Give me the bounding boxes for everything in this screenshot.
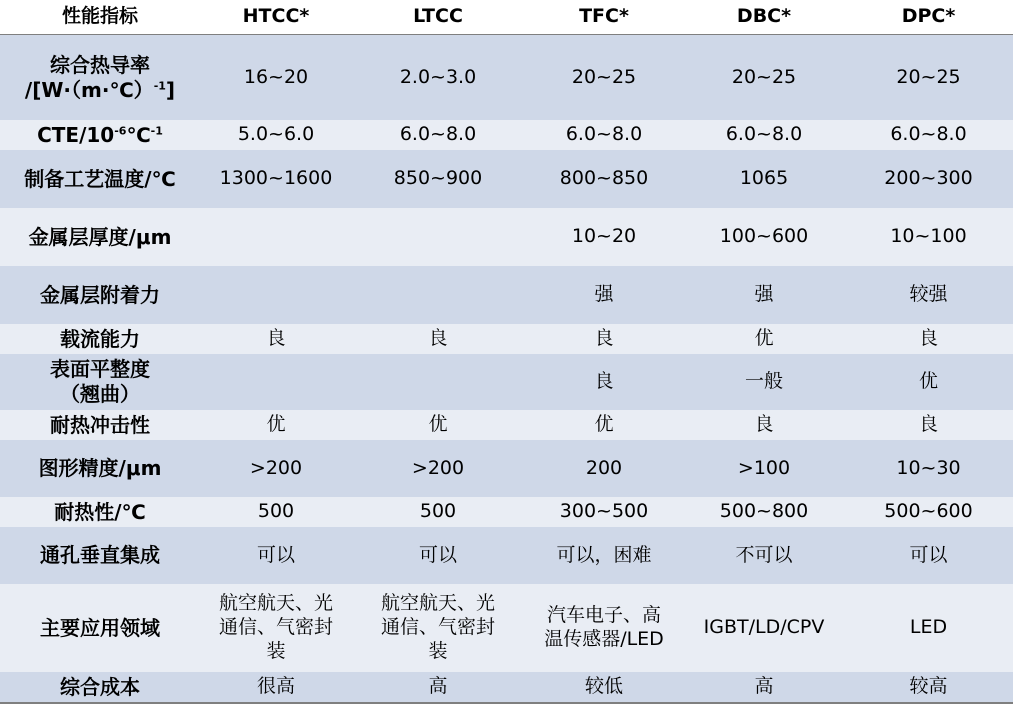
table-cell: 2.0~3.0 — [399, 65, 477, 88]
table-row — [0, 672, 1013, 702]
table-cell: 6.0~8.0 — [725, 123, 803, 146]
table-row — [0, 150, 1013, 208]
header-cell: HTCC* — [242, 5, 310, 28]
table-cell: >200 — [411, 456, 465, 479]
table-cell: 6.0~8.0 — [565, 123, 643, 146]
table-cell: 较强 — [909, 283, 948, 306]
table-cell: 优 — [918, 370, 938, 393]
table-cell: 200 — [585, 456, 623, 479]
header-cell: TFC* — [579, 5, 629, 28]
header-cell: DPC* — [901, 5, 956, 28]
table-cell: 500 — [419, 500, 457, 523]
table-cell: 很高 — [256, 675, 295, 698]
table-cell: 6.0~8.0 — [399, 123, 477, 146]
header-cell: LTCC — [413, 5, 463, 28]
table-cell: 良 — [428, 327, 448, 350]
table-row — [0, 354, 1013, 410]
row-label-line1: 综合热导率 — [49, 52, 150, 77]
row-label: 金属层附着力 — [40, 282, 160, 307]
table-cell: 汽车电子、高 温传感器/LED — [544, 604, 664, 650]
table-row — [0, 266, 1013, 324]
table-cell: 良 — [594, 370, 614, 393]
header-cell: DBC* — [736, 5, 792, 28]
table-cell: 较高 — [909, 675, 948, 698]
table-cell: 500~600 — [884, 500, 973, 523]
table-row — [0, 324, 1013, 354]
row-label: 制备工艺温度/℃ — [24, 166, 176, 191]
table-cell — [352, 354, 524, 410]
row-label: 载流能力 — [60, 326, 140, 351]
table-cell: 强 — [594, 283, 614, 306]
row-label-line2: /[W·（m·℃）$^{-1}$] — [24, 77, 176, 102]
table-cell: 500 — [257, 500, 295, 523]
table-cell: 6.0~8.0 — [890, 123, 967, 146]
row-label: 耐热冲击性 — [50, 412, 150, 437]
table-cell: 优 — [594, 413, 614, 436]
table-row — [0, 584, 1013, 672]
table-cell: 16~20 — [243, 65, 309, 88]
table-cell: 优 — [428, 413, 448, 436]
table-cell: 一般 — [744, 370, 783, 393]
table-cell: 可以，困难 — [556, 543, 652, 566]
table-cell: 10~100 — [890, 225, 967, 248]
table-cell: 20~25 — [896, 65, 961, 88]
table-cell: 较低 — [584, 675, 623, 698]
row-label: CTE/$10^{-6}℃^{-1}$ — [37, 122, 163, 147]
table-cell: 1065 — [739, 167, 789, 190]
header-cell: 性能指标 — [61, 5, 138, 28]
row-label: 主要应用领域 — [40, 615, 160, 640]
table-cell: 850~900 — [393, 167, 483, 190]
table-cell: 航空航天、光 通信、气密封 装 — [380, 592, 495, 662]
table-cell: 5.0~6.0 — [237, 123, 315, 146]
table-cell: 航空航天、光 通信、气密封 装 — [218, 592, 333, 662]
row-label: 表面平整度 （翘曲） — [50, 357, 150, 406]
row-label: 通孔垂直集成 — [40, 543, 160, 567]
table-row — [0, 208, 1013, 266]
table-cell: 优 — [754, 327, 774, 350]
table-cell: >100 — [737, 456, 791, 479]
table-cell: 优 — [266, 413, 286, 436]
table-cell: 良 — [266, 327, 286, 350]
table-cell: 可以 — [909, 543, 948, 566]
table-cell: LED — [909, 616, 948, 639]
row-label: 金属层厚度/μm — [28, 224, 172, 249]
table-cell — [200, 354, 352, 410]
table-cell: 800~850 — [559, 167, 649, 190]
table-cell — [352, 208, 524, 266]
table-row — [0, 35, 1013, 120]
table-cell: 20~25 — [571, 65, 637, 88]
table-row — [0, 440, 1013, 497]
table-row — [0, 120, 1013, 150]
table-cell: 良 — [918, 413, 938, 436]
table-row — [0, 410, 1013, 440]
table-cell: 10~30 — [896, 456, 961, 479]
table-cell: 10~20 — [571, 225, 637, 248]
table-cell: 100~600 — [719, 225, 809, 248]
table-cell: 300~500 — [559, 500, 649, 523]
table-cell: 200~300 — [884, 167, 973, 190]
table-cell: 高 — [428, 675, 448, 698]
table-cell: IGBT/LD/CPV — [703, 616, 825, 639]
table-header — [0, 0, 1013, 36]
table-cell: >200 — [249, 456, 303, 479]
table-cell: 20~25 — [731, 65, 797, 88]
row-label: 综合成本 — [60, 674, 140, 699]
table-cell: 良 — [918, 327, 938, 350]
table-cell: 可以 — [256, 543, 295, 566]
row-label — [0, 35, 200, 120]
table-cell: 不可以 — [735, 543, 793, 566]
table-cell: 高 — [754, 675, 774, 698]
table-cell — [200, 266, 352, 324]
table-cell: 强 — [754, 283, 774, 306]
table-cell: 500~800 — [719, 500, 809, 523]
row-label: 图形精度/μm — [38, 456, 162, 480]
table-cell: 1300~1600 — [219, 167, 333, 190]
table-bottom-border — [0, 702, 1013, 704]
table-cell: 可以 — [418, 543, 457, 566]
table-row — [0, 497, 1013, 527]
table-cell — [200, 208, 352, 266]
table-cell: 良 — [754, 413, 774, 436]
table-row — [0, 527, 1013, 584]
row-label: 耐热性/℃ — [54, 499, 146, 524]
table-cell: 良 — [594, 327, 614, 350]
table-cell — [352, 266, 524, 324]
